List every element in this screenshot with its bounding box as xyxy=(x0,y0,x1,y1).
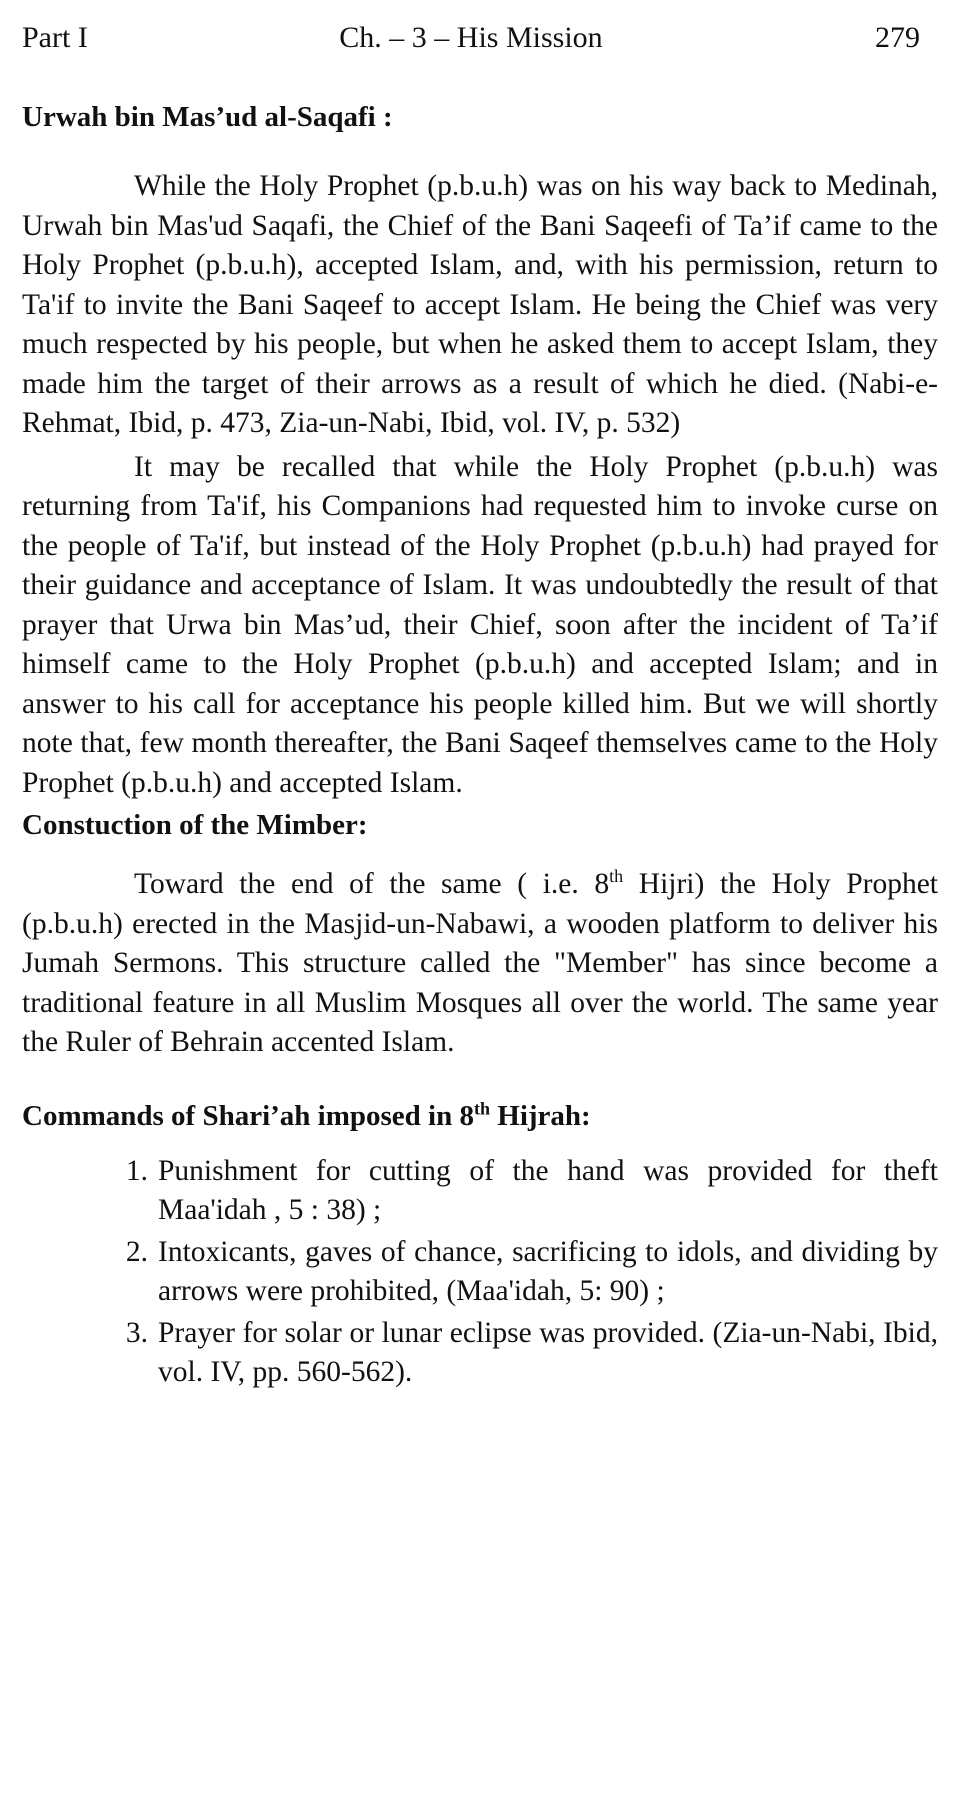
list-item xyxy=(122,1152,938,1231)
list-item-number: 3. xyxy=(125,1316,148,1349)
paragraph-mimber-start: Toward the end of the same ( i.e. 8 xyxy=(134,868,610,900)
paragraph-urwah-2: It may be recalled that while the Holy Prophet (p.b.u.h) was returning from Ta'if, his Companions had requested him to invoke curse on the people of Ta'if, but instead of the Holy Prophet (p.b.u.h) had prayed for their guidance and acceptance of Islam. It was undoubtedly the result of that prayer that Urwa bin Mas’ud, their Chief, soon after the incident of Ta’if himself came to the Holy Prophet (p.b.u.h) and accepted Islam; and in answer to his call for acceptance his people killed him. But we will shortly note that, few month thereafter, the Bani Saqeef themselves came to the Holy Prophet (p.b.u.h) and accepted Islam. xyxy=(22,450,938,799)
list-item-text: Prayer for solar or lunar eclipse was provided. (Zia-un-Nabi, Ibid, vol. IV, pp. 560-562). xyxy=(158,1316,938,1388)
paragraph-mimber xyxy=(22,865,938,1063)
page-body xyxy=(22,98,938,1395)
list-item xyxy=(122,1314,938,1393)
part-label: Part I xyxy=(22,21,88,54)
section-heading-commands xyxy=(22,1097,938,1136)
heading-ordinal-suffix: th xyxy=(474,1097,491,1118)
ordinal-suffix: th xyxy=(609,866,624,887)
page-number: 279 xyxy=(875,21,920,54)
list-item-text: Intoxicants, gaves of chance, sacrificing to idols, and dividing by arrows were prohibited, (Maa'idah, 5: 90) ; xyxy=(158,1235,938,1307)
chapter-title: Ch. – 3 – His Mission xyxy=(339,21,603,54)
section-heading-mimber-text: Constuction of the Mimber: xyxy=(22,809,368,841)
commands-list xyxy=(22,1152,938,1393)
paragraph-mimber-rest: Hijri) the Holy Prophet (p.b.u.h) erected in the Masjid-un-Nabawi, a wooden platform to deliver his Jumah Sermons. This structure called the "Member" has since become a traditional feature in all Muslim Mosques all over the world. The same year the Ruler of Behrain accented Islam. xyxy=(22,868,938,1058)
running-header xyxy=(22,18,920,58)
section-heading-mimber xyxy=(22,806,938,845)
list-item-number: 1. xyxy=(125,1154,148,1187)
section-heading-commands-start: Commands of Shari’ah imposed in 8 xyxy=(22,1099,474,1132)
section-heading-commands-end: Hijrah: xyxy=(490,1099,591,1132)
list-item-text: Punishment for cutting of the hand was provided for theft Maa'idah , 5 : 38) ; xyxy=(158,1154,938,1226)
paragraph-urwah-1: While the Holy Prophet (p.b.u.h) was on his way back to Medinah, Urwah bin Mas'ud Saqafi, the Chief of the Bani Saqeefi of Ta’if came to the Holy Prophet (p.b.u.h), accepted Islam, and, with his permission, return to Ta'if to invite the Bani Saqeef to accept Islam. He being the Chief was very much respected by his people, but when he asked them to accept Islam, they made him the target of their arrows as a result of which he died. (Nabi-e-Rehmat, Ibid, p. 473, Zia-un-Nabi, Ibid, vol. IV, p. 532) xyxy=(22,170,938,439)
list-item-number: 2. xyxy=(125,1235,148,1268)
list-item xyxy=(122,1233,938,1312)
section-heading-urwah: Urwah bin Mas’ud al-Saqafi : xyxy=(22,101,393,133)
